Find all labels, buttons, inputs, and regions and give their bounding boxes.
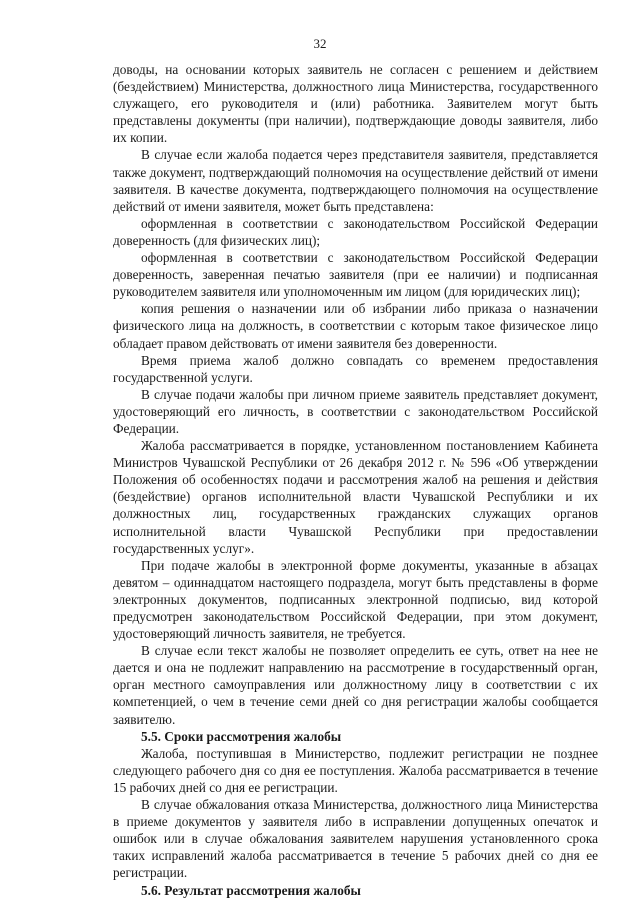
paragraph: В случае если текст жалобы не позволяет определить ее суть, ответ на нее не дается и она не подлежит направлению на рассмотрение в государственный орган, орган местного самоуправления или должностному лицу в соответствии с их компетенцией, о чем в течение семи дней со дня регистрации жалобы сообщается заявителю. <box>113 643 598 727</box>
paragraph: Время приема жалоб должно совпадать со временем предоставления государственной услуги. <box>113 352 598 385</box>
document-body <box>113 61 598 899</box>
paragraph: Жалоба, поступившая в Министерство, подлежит регистрации не позднее следующего рабочего дня со дня ее поступления. Жалоба рассматривается в течение 15 рабочих дней со дня ее регистрации. <box>113 745 598 795</box>
paragraph: Жалоба рассматривается в порядке, установленном постановлением Кабинета Министров Чувашской Республики от 26 декабря 2012 г. № 596 «Об утверждении Положения об особенностях подачи и рассмотрения жалоб на решения и действия (бездействие) органов исполнительной власти Чувашской Республики и их должностных лиц, государственных гражданских служащих органов исполнительной власти Чувашской Республики при предоставлении государственных услуг». <box>113 438 598 556</box>
paragraph: копия решения о назначении или об избрании либо приказа о назначении физического лица на должность, в соответствии с которым такое физическое лицо обладает правом действовать от имени заявителя без доверенности. <box>113 301 598 351</box>
paragraph: В случае подачи жалобы при личном приеме заявитель представляет документ, удостоверяющий его личность, в соответствии с законодательством Российской Федерации. <box>113 386 598 436</box>
paragraph: оформленная в соответствии с законодательством Российской Федерации доверенность (для физических лиц); <box>113 215 598 248</box>
section-heading: 5.6. Результат рассмотрения жалобы <box>141 882 361 898</box>
section-heading: 5.5. Сроки рассмотрения жалобы <box>141 728 342 744</box>
paragraph: оформленная в соответствии с законодательством Российской Федерации доверенность, заверенная печатью заявителя (при ее наличии) и подписанная руководителем заявителя или уполномоченным им лицом (для юридических лиц); <box>113 250 598 300</box>
paragraph: В случае обжалования отказа Министерства, должностного лица Министерства в приеме документов у заявителя либо в исправлении допущенных опечаток и ошибок или в случае обжалования заявителем нарушения установленного срока таких исправлений жалоба рассматривается в течение 5 рабочих дней со дня ее регистрации. <box>113 797 598 881</box>
page-number: 32 <box>313 36 327 51</box>
paragraph: При подаче жалобы в электронной форме документы, указанные в абзацах девятом – одиннадцатом настоящего подраздела, могут быть представлены в форме электронных документов, подписанных электронной подписью, вид которой предусмотрен законодательством Российской Федерации, при этом документ, удостоверяющий личность заявителя, не требуется. <box>113 557 598 642</box>
paragraph: В случае если жалоба подается через представителя заявителя, представляется также документ, подтверждающий полномочия на осуществление действий от имени заявителя. В качестве документа, подтверждающего полномочия на осуществление действий от имени заявителя, может быть представлена: <box>113 147 598 214</box>
paragraph: доводы, на основании которых заявитель не согласен с решением и действием (бездействием) Министерства, должностного лица Министерства, государственного служащего, его руководителя и (или) работника. Заявителем могут быть представлены документы (при наличии), подтверждающие доводы заявителя, либо их копии. <box>113 62 598 146</box>
